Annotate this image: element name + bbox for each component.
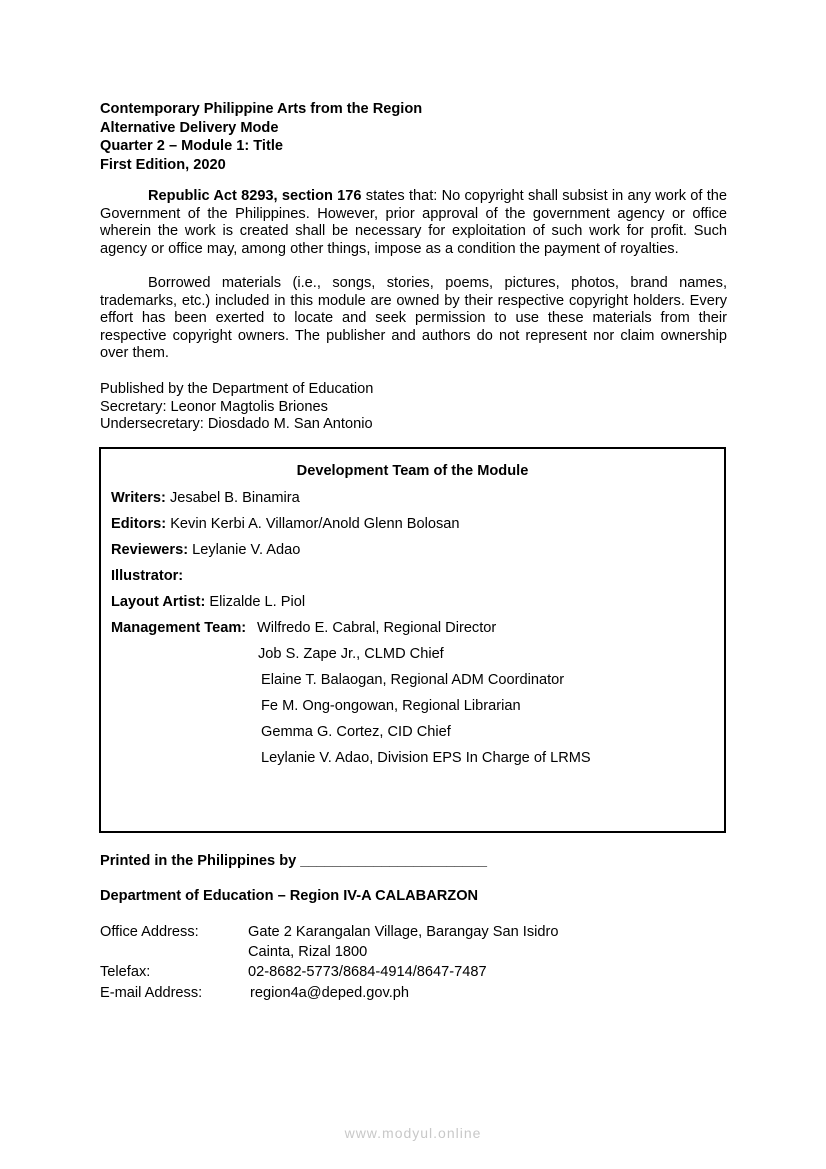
editors-row xyxy=(111,516,460,532)
undersecretary: Undersecretary: Diosdado M. San Antonio xyxy=(100,416,373,433)
publisher-info xyxy=(100,381,373,434)
deped-region-heading: Department of Education – Region IV-A CALABARZON xyxy=(100,888,479,904)
telefax-value: 02-8682-5773/8684-4914/8647-7487 xyxy=(248,964,487,980)
management-member: Elaine T. Balaogan, Regional ADM Coordinator xyxy=(261,672,565,688)
copyright-law-reference: Republic Act 8293, section 176 xyxy=(148,188,362,204)
editors-value: Kevin Kerbi A. Villamor/Anold Glenn Bolosan xyxy=(166,516,460,532)
email-value[interactable]: region4a@deped.gov.ph xyxy=(250,985,409,1001)
development-team-box xyxy=(99,447,726,833)
delivery-mode: Alternative Delivery Mode xyxy=(100,119,279,136)
reviewers-row xyxy=(111,542,300,558)
copyright-paragraph xyxy=(100,188,727,258)
telefax-label: Telefax: xyxy=(100,964,151,980)
layout-artist-value: Elizalde L. Piol xyxy=(205,594,306,610)
reviewers-value: Leylanie V. Adao xyxy=(188,542,301,558)
printed-by-line: Printed in the Philippines by _______________________ xyxy=(100,853,487,869)
quarter-module: Quarter 2 – Module 1: Title xyxy=(100,138,284,154)
office-address-line1: Gate 2 Karangalan Village, Barangay San Isidro xyxy=(248,924,559,940)
editors-label: Editors: xyxy=(111,516,167,532)
management-team-label: Management Team: xyxy=(111,620,247,636)
management-team-row xyxy=(111,620,246,636)
office-address-label: Office Address: xyxy=(100,924,199,940)
writers-label: Writers: xyxy=(111,490,166,506)
secretary: Secretary: Leonor Magtolis Briones xyxy=(100,398,328,415)
management-member: Job S. Zape Jr., CLMD Chief xyxy=(258,646,444,662)
email-label: E-mail Address: xyxy=(100,985,203,1001)
writers-row xyxy=(111,490,300,506)
borrowed-materials-paragraph xyxy=(100,275,727,363)
layout-artist-label: Layout Artist: xyxy=(111,594,206,610)
layout-artist-row xyxy=(111,594,305,610)
reviewers-label: Reviewers: xyxy=(111,542,189,558)
writers-value: Jesabel B. Binamira xyxy=(165,490,300,506)
subject-title: Contemporary Philippine Arts from the Region xyxy=(100,101,423,117)
illustrator-row xyxy=(111,568,183,584)
module-header xyxy=(100,100,422,174)
development-team-title: Development Team of the Module xyxy=(296,463,529,479)
watermark: www.modyul.online xyxy=(344,1125,482,1141)
illustrator-label: Illustrator: xyxy=(111,568,184,584)
office-address-line2: Cainta, Rizal 1800 xyxy=(248,944,368,960)
management-member: Wilfredo E. Cabral, Regional Director xyxy=(257,620,497,636)
edition: First Edition, 2020 xyxy=(100,156,226,173)
borrowed-materials-text: Borrowed materials (i.e., songs, stories, poems, pictures, photos, brand names, trademarks, etc.) included in this module are owned by their respective copyright holders. Every effort has been exerted to locate and seek permission to use these materials from their respective copyright owners. The publisher and authors do not represent nor claim ownership over them. xyxy=(100,275,727,362)
management-member: Fe M. Ong-ongowan, Regional Librarian xyxy=(261,698,521,714)
published-by: Published by the Department of Education xyxy=(100,381,374,397)
copyright-text: states that: No copyright shall subsist in any work of the Government of the Philippines. However, prior approval of the government agency or office wherein the work is created shall be necessary for exploitation of such work for profit. Such agency or office may, among other things, impose as a condition the payment of royalties. xyxy=(100,188,727,257)
management-member: Leylanie V. Adao, Division EPS In Charge of LRMS xyxy=(261,750,591,766)
management-member: Gemma G. Cortez, CID Chief xyxy=(261,724,451,740)
